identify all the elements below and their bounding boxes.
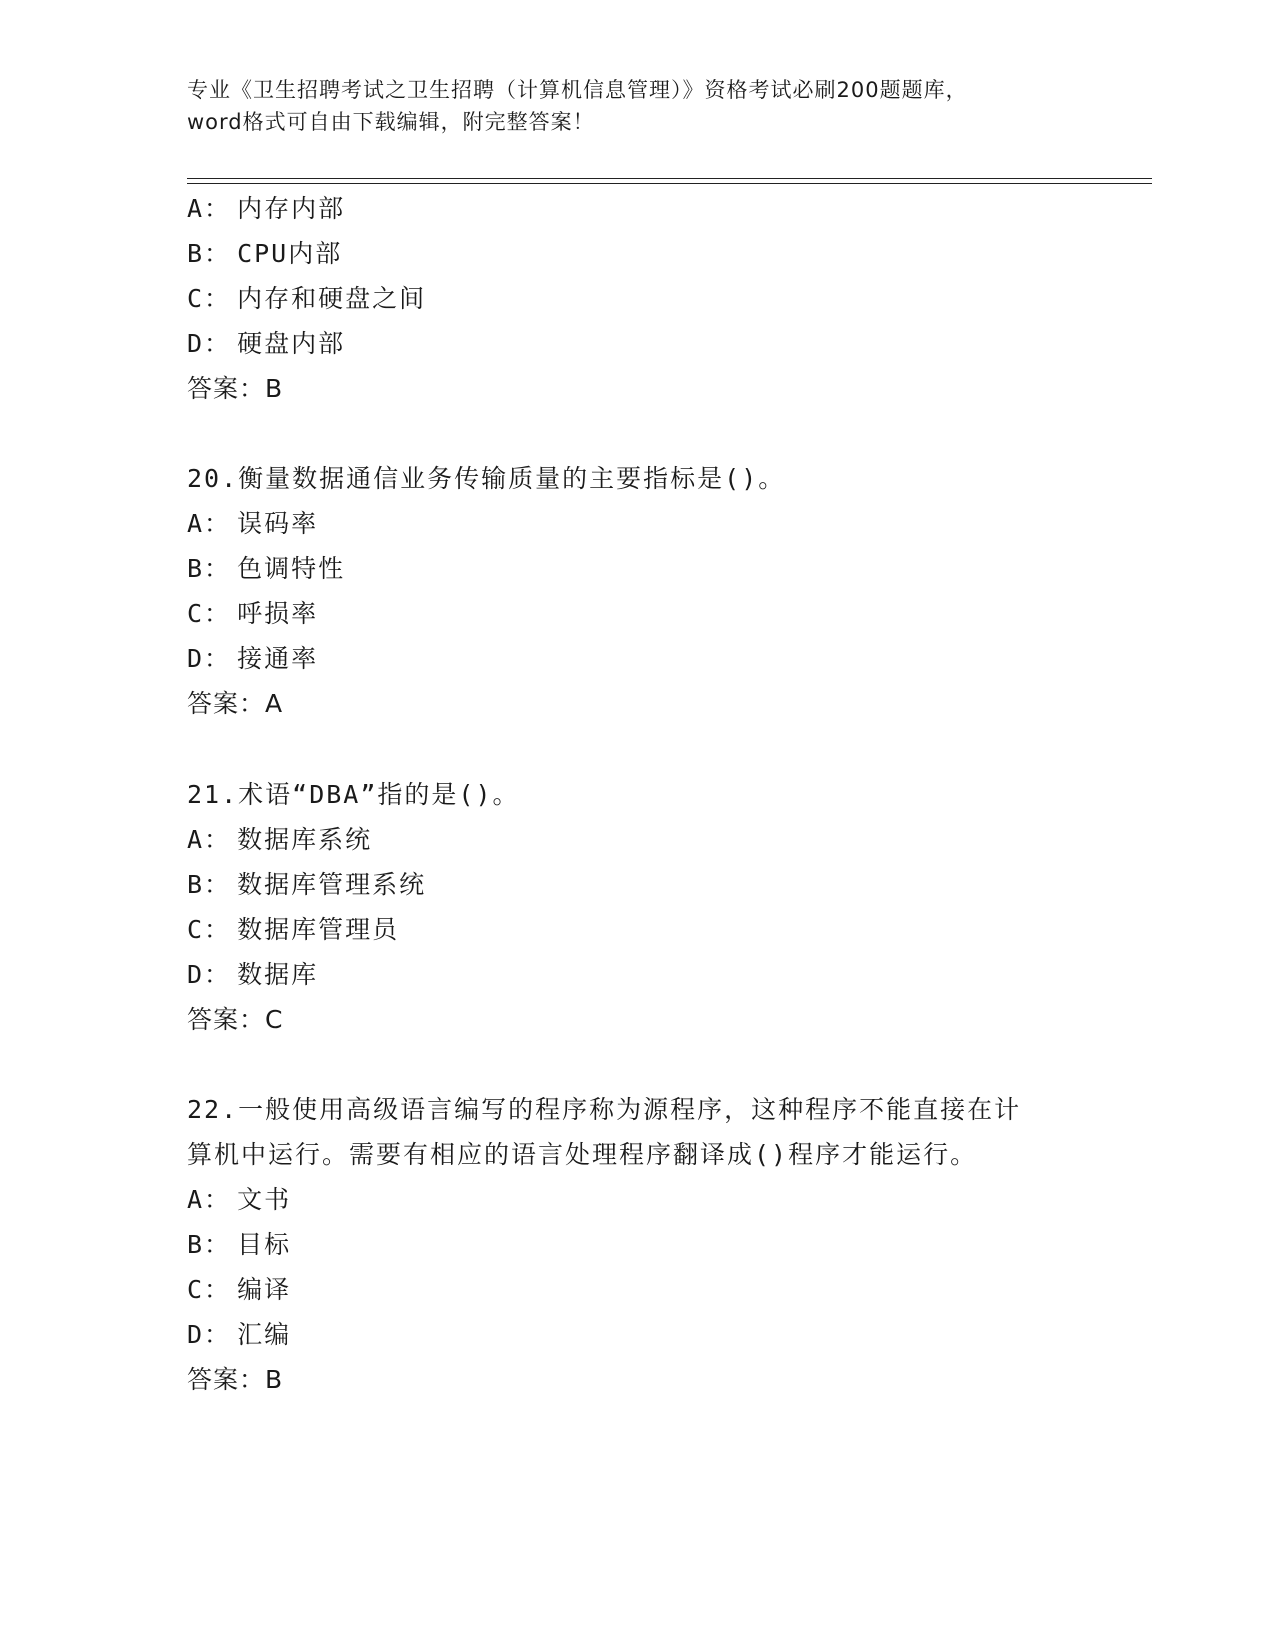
question-stem: 20.衡量数据通信业务传输质量的主要指标是()。 — [187, 464, 786, 493]
header-line-1: 专业《卫生招聘考试之卫生招聘（计算机信息管理）》资格考试必刷200题题库， — [187, 78, 968, 102]
option-label: B： — [187, 239, 232, 268]
option-label: C： — [187, 1275, 232, 1304]
option-b — [187, 553, 345, 585]
option-text: 数据库 — [237, 960, 319, 989]
option-text: 硬盘内部 — [237, 329, 346, 358]
option-text: 编译 — [237, 1275, 292, 1304]
question-stem-line-2: 算机中运行。需要有相应的语言处理程序翻译成()程序才能运行。 — [187, 1140, 978, 1169]
option-label: A： — [187, 509, 232, 538]
option-text: CPU内部 — [237, 239, 343, 268]
option-label: B： — [187, 870, 232, 899]
option-c — [187, 598, 318, 630]
option-a — [187, 824, 372, 856]
option-b — [187, 869, 426, 901]
option-text: 文书 — [237, 1185, 292, 1214]
answer-line: 答案：B — [187, 1365, 284, 1394]
option-b — [187, 238, 342, 270]
option-label: D： — [187, 960, 232, 989]
option-label: D： — [187, 644, 232, 673]
header-line-2: word格式可自由下载编辑，附完整答案！ — [187, 110, 595, 134]
header-divider-bottom — [187, 183, 1152, 184]
question-stem-line-1: 22.一般使用高级语言编写的程序称为源程序，这种程序不能直接在计 — [187, 1095, 1022, 1124]
option-label: A： — [187, 825, 232, 854]
option-label: B： — [187, 1230, 232, 1259]
document-header — [187, 74, 1087, 138]
option-text: 汇编 — [237, 1320, 292, 1349]
option-label: C： — [187, 915, 232, 944]
option-c — [187, 1274, 291, 1306]
option-text: 内存内部 — [237, 194, 346, 223]
option-label: C： — [187, 284, 232, 313]
option-a — [187, 1184, 291, 1216]
option-d — [187, 643, 318, 675]
answer-line: 答案：B — [187, 374, 284, 403]
option-text: 数据库管理系统 — [237, 870, 427, 899]
option-text: 数据库系统 — [237, 825, 373, 854]
option-a — [187, 508, 318, 540]
option-text: 接通率 — [237, 644, 319, 673]
option-text: 呼损率 — [237, 599, 319, 628]
option-d — [187, 1319, 291, 1351]
option-b — [187, 1229, 291, 1261]
option-c — [187, 914, 399, 946]
header-divider-top — [187, 178, 1152, 179]
option-label: D： — [187, 329, 232, 358]
option-text: 误码率 — [237, 509, 319, 538]
option-text: 目标 — [237, 1230, 292, 1259]
option-text: 数据库管理员 — [237, 915, 400, 944]
option-label: D： — [187, 1320, 232, 1349]
option-c — [187, 283, 426, 315]
option-text: 色调特性 — [237, 554, 346, 583]
question-stem: 21.术语“DBA”指的是()。 — [187, 780, 520, 809]
option-label: C： — [187, 599, 232, 628]
option-label: A： — [187, 1185, 232, 1214]
option-a — [187, 193, 345, 225]
option-label: A： — [187, 194, 232, 223]
option-d — [187, 959, 318, 991]
answer-line: 答案：C — [187, 1005, 284, 1034]
option-text: 内存和硬盘之间 — [237, 284, 427, 313]
option-d — [187, 328, 345, 360]
answer-line: 答案：A — [187, 689, 284, 718]
option-label: B： — [187, 554, 232, 583]
